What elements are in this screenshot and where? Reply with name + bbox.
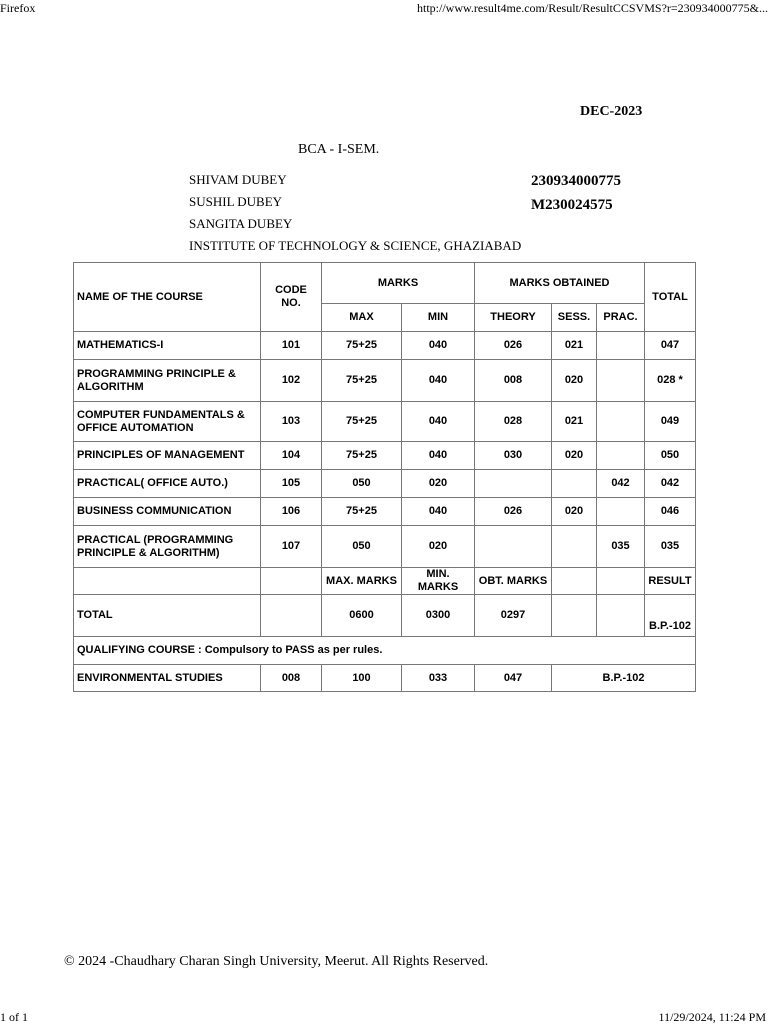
course-min: 040 <box>402 402 475 442</box>
header-sess: SESS. <box>552 304 597 332</box>
browser-app-name: Firefox <box>0 1 36 15</box>
copyright-text: © 2024 -Chaudhary Charan Singh University, Meerut. All Rights Reserved. <box>64 954 489 969</box>
course-code: 107 <box>261 526 322 568</box>
header-obt-marks: OBT. MARKS <box>475 568 552 595</box>
qualifying-row <box>74 665 696 692</box>
course-code: 104 <box>261 442 322 470</box>
course-total: 028 * <box>645 360 696 402</box>
course-name: PROGRAMMING PRINCIPLE & ALGORITHM <box>74 360 261 402</box>
course-name: PRINCIPLES OF MANAGEMENT <box>74 442 261 470</box>
enrolment-number: M230024575 <box>531 197 613 213</box>
marks-table <box>73 262 696 692</box>
result-status: B.P.-102 <box>645 595 696 637</box>
course-sess <box>552 526 597 568</box>
course-name: PRACTICAL (PROGRAMMING PRINCIPLE & ALGORITHM) <box>74 526 261 568</box>
course-prac: 042 <box>597 470 645 498</box>
table-row <box>74 526 696 568</box>
course-code: 105 <box>261 470 322 498</box>
header-total: TOTAL <box>645 263 696 332</box>
table-row <box>74 332 696 360</box>
course-name: MATHEMATICS-I <box>74 332 261 360</box>
student-name: SHIVAM DUBEY <box>189 172 287 187</box>
college-name: INSTITUTE OF TECHNOLOGY & SCIENCE, GHAZIABAD <box>189 238 522 253</box>
course-max: 75+25 <box>322 498 402 526</box>
course-code: 106 <box>261 498 322 526</box>
course-theory: 008 <box>475 360 552 402</box>
course-max: 75+25 <box>322 332 402 360</box>
course-name: PRACTICAL( OFFICE AUTO.) <box>74 470 261 498</box>
course-min: 020 <box>402 526 475 568</box>
father-name: SUSHIL DUBEY <box>189 194 283 209</box>
roll-number: 230934000775 <box>531 173 621 189</box>
course-prac <box>597 332 645 360</box>
course-code: 102 <box>261 360 322 402</box>
course-prac <box>597 442 645 470</box>
course-max: 75+25 <box>322 402 402 442</box>
course-sess: 020 <box>552 360 597 402</box>
course-sess: 021 <box>552 332 597 360</box>
course-code: 103 <box>261 402 322 442</box>
course-theory: 026 <box>475 498 552 526</box>
total-max-marks: 0600 <box>322 595 402 637</box>
qualifying-note-row <box>74 637 696 665</box>
qualifying-course-result: B.P.-102 <box>552 665 696 692</box>
course-theory <box>475 470 552 498</box>
course-name: BUSINESS COMMUNICATION <box>74 498 261 526</box>
mother-name: SANGITA DUBEY <box>189 216 293 231</box>
table-row <box>74 498 696 526</box>
course-total: 047 <box>645 332 696 360</box>
course-max: 050 <box>322 470 402 498</box>
course-min: 040 <box>402 442 475 470</box>
course-name: COMPUTER FUNDAMENTALS & OFFICE AUTOMATION <box>74 402 261 442</box>
course-min: 040 <box>402 332 475 360</box>
qualifying-course-name: ENVIRONMENTAL STUDIES <box>74 665 261 692</box>
header-marks: MARKS <box>322 263 475 304</box>
header-max: MAX <box>322 304 402 332</box>
table-row <box>74 360 696 402</box>
exam-session: DEC-2023 <box>580 104 643 119</box>
header-prac: PRAC. <box>597 304 645 332</box>
course-total: 050 <box>645 442 696 470</box>
total-obt-marks: 0297 <box>475 595 552 637</box>
course-sess <box>552 470 597 498</box>
header-result: RESULT <box>645 568 696 595</box>
course-prac <box>597 498 645 526</box>
course-max: 75+25 <box>322 442 402 470</box>
header-max-marks: MAX. MARKS <box>322 568 402 595</box>
page-url[interactable]: http://www.result4me.com/Result/ResultCCSVMS?r=230934000775&... <box>417 1 768 15</box>
table-header-row <box>74 263 696 304</box>
course-theory: 030 <box>475 442 552 470</box>
qualifying-course-min: 033 <box>402 665 475 692</box>
course-semester: BCA - I-SEM. <box>298 142 380 157</box>
summary-header-row <box>74 568 696 595</box>
qualifying-note: QUALIFYING COURSE : Compulsory to PASS as per rules. <box>74 637 696 665</box>
table-row <box>74 402 696 442</box>
course-prac <box>597 360 645 402</box>
table-row <box>74 470 696 498</box>
course-total: 049 <box>645 402 696 442</box>
course-theory <box>475 526 552 568</box>
course-code: 101 <box>261 332 322 360</box>
course-min: 040 <box>402 498 475 526</box>
course-prac <box>597 402 645 442</box>
total-min-marks: 0300 <box>402 595 475 637</box>
course-theory: 028 <box>475 402 552 442</box>
course-total: 046 <box>645 498 696 526</box>
total-row <box>74 595 696 637</box>
page-count: 1 of 1 <box>0 1010 28 1024</box>
header-marks-obtained: MARKS OBTAINED <box>475 263 645 304</box>
course-sess: 020 <box>552 498 597 526</box>
course-sess: 020 <box>552 442 597 470</box>
header-course-name: NAME OF THE COURSE <box>74 263 261 332</box>
table-row <box>74 442 696 470</box>
qualifying-course-obtained: 047 <box>475 665 552 692</box>
qualifying-course-max: 100 <box>322 665 402 692</box>
course-max: 75+25 <box>322 360 402 402</box>
total-label: TOTAL <box>74 595 261 637</box>
course-total: 042 <box>645 470 696 498</box>
course-prac: 035 <box>597 526 645 568</box>
course-min: 020 <box>402 470 475 498</box>
course-min: 040 <box>402 360 475 402</box>
header-code-no: CODE NO. <box>261 263 322 332</box>
header-theory: THEORY <box>475 304 552 332</box>
course-theory: 026 <box>475 332 552 360</box>
header-min: MIN <box>402 304 475 332</box>
course-max: 050 <box>322 526 402 568</box>
course-total: 035 <box>645 526 696 568</box>
course-sess: 021 <box>552 402 597 442</box>
print-datetime: 11/29/2024, 11:24 PM <box>658 1010 766 1024</box>
qualifying-course-code: 008 <box>261 665 322 692</box>
header-min-marks: MIN. MARKS <box>402 568 475 595</box>
